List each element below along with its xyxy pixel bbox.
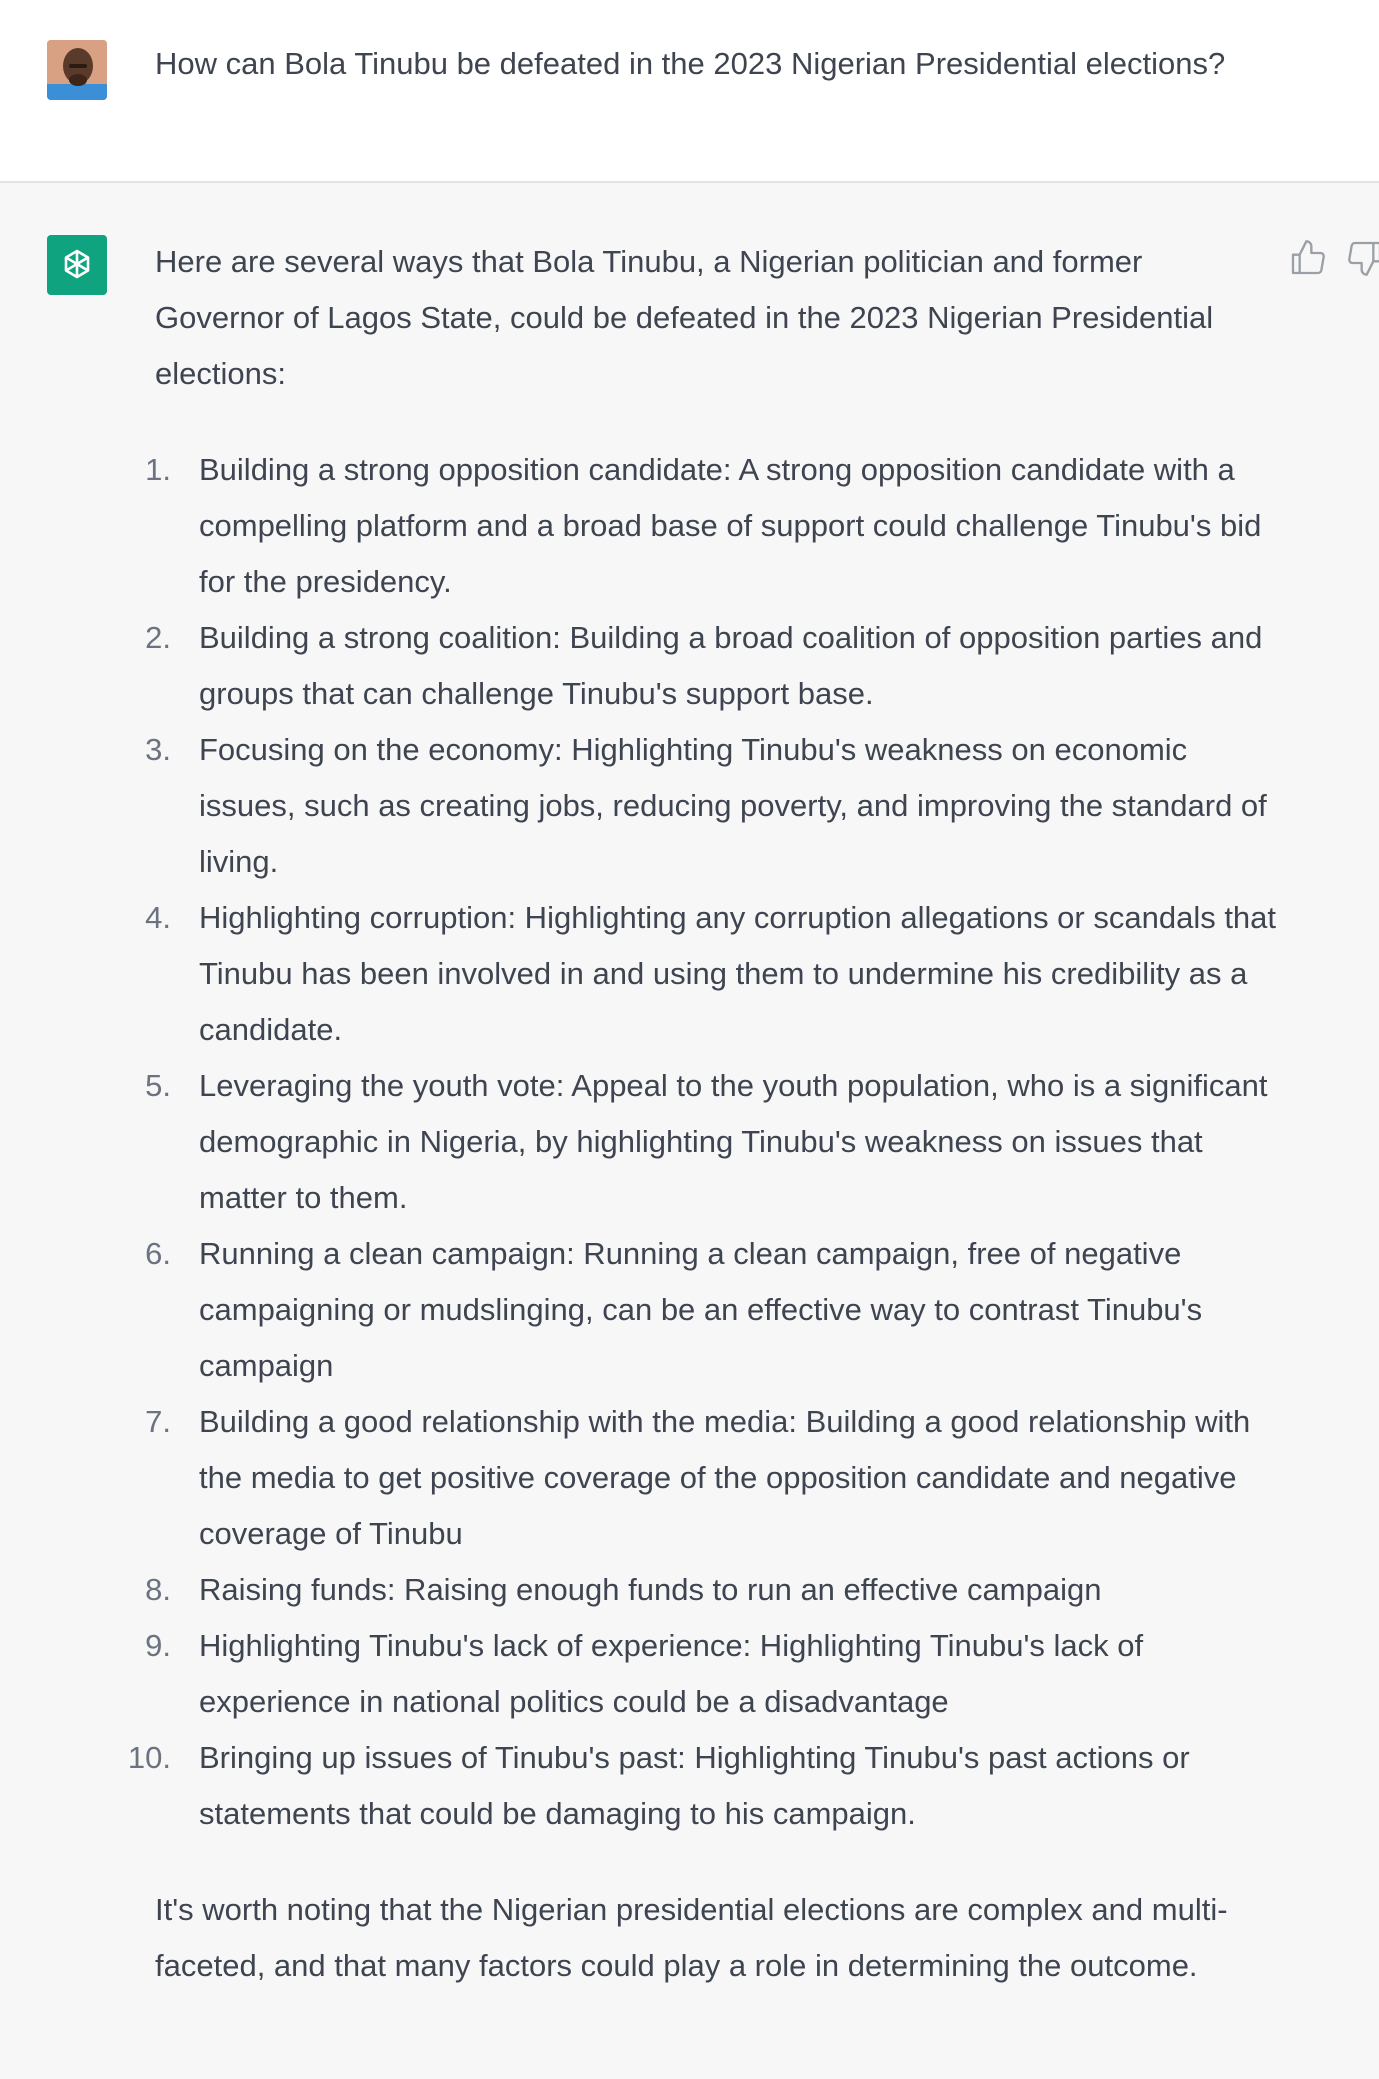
list-item-text: Highlighting corruption: Highlighting any corruption allegations or scandals that Tinubu has been involved in and using them to undermine his credibility as a candidate. [199,900,1277,1047]
thumbs-up-icon [1288,238,1328,278]
list-item-number: 6. [145,1236,171,1271]
list-item-number: 7. [145,1404,171,1439]
answer-intro: Here are several ways that Bola Tinubu, a Nigerian politician and former Governor of Lagos State, could be defeated in the 2023 Nigerian Presidential elections: [155,244,1214,391]
list-item-number: 9. [145,1628,171,1663]
thumbs-up-button[interactable] [1288,238,1328,278]
openai-logo-glyph [57,245,97,285]
list-item-text: Focusing on the economy: Highlighting Tinubu's weakness on economic issues, such as creating jobs, reducing poverty, and improving the standard of living. [199,732,1267,879]
list-item [145,1058,1280,1226]
list-item [145,1394,1280,1562]
list-item-number: 10. [127,1740,171,1775]
list-item-text: Building a strong coalition: Building a broad coalition of opposition parties and groups that can challenge Tinubu's support base. [199,620,1263,711]
list-item-text: Running a clean campaign: Running a clean campaign, free of negative campaigning or mudslinging, can be an effective way to contrast Tinubu's campaign [199,1236,1203,1383]
user-message-row [0,0,1379,183]
list-item-number: 5. [145,1068,171,1103]
list-item-text: Leveraging the youth vote: Appeal to the youth population, who is a significant demographic in Nigeria, by highlighting Tinubu's weakness on issues that matter to them. [199,1068,1268,1215]
list-item [145,1226,1280,1394]
list-item [145,442,1280,610]
user-avatar [47,40,107,100]
user-avatar-photo [47,40,107,100]
list-item [145,890,1280,1058]
user-message-text: How can Bola Tinubu be defeated in the 2023 Nigerian Presidential elections? [155,46,1226,81]
openai-logo-icon [47,235,107,295]
list-item [145,1562,1280,1618]
answer-outro: It's worth noting that the Nigerian presidential elections are complex and multi-faceted, and that many factors could play a role in determining the outcome. [155,1892,1228,1983]
list-item [145,610,1280,722]
list-item-text: Building a good relationship with the media: Building a good relationship with the media to get positive coverage of the opposition candidate and negative coverage of Tinubu [199,1404,1251,1551]
list-item-number: 8. [145,1572,171,1607]
list-item-number: 4. [145,900,171,935]
answer-list [127,442,1280,1842]
list-item-text: Building a strong opposition candidate: A strong opposition candidate with a compelling platform and a broad base of support could challenge Tinubu's bid for the presidency. [199,452,1262,599]
list-item [145,722,1280,890]
list-item-number: 3. [145,732,171,767]
list-item-text: Bringing up issues of Tinubu's past: Highlighting Tinubu's past actions or statements that could be damaging to his campaign. [199,1740,1190,1831]
thumbs-down-icon [1345,238,1379,278]
list-item-text: Raising funds: Raising enough funds to run an effective campaign [199,1572,1102,1607]
list-item-text: Highlighting Tinubu's lack of experience: Highlighting Tinubu's lack of experience in national politics could be a disadvantage [199,1628,1144,1719]
list-item-number: 2. [145,620,171,655]
list-item-number: 1. [145,452,171,487]
assistant-message [127,234,1280,1994]
list-item [127,1730,1280,1842]
list-item [145,1618,1280,1730]
thumbs-down-button[interactable] [1345,238,1379,278]
